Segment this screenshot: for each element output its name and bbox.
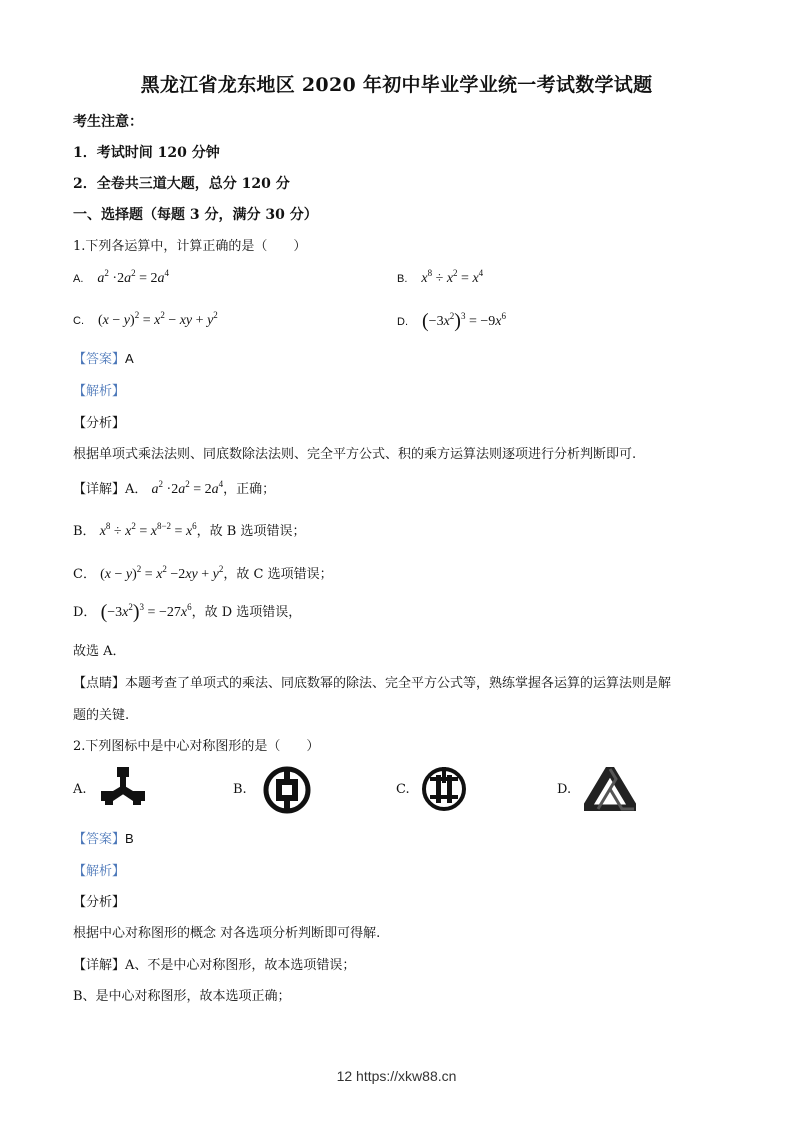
page-title: 黑龙江省龙东地区 2020 年初中毕业学业统一考试数学试题 bbox=[140, 74, 653, 96]
page-footer: 12 https://xkw88.cn bbox=[336, 1068, 457, 1084]
impossible-triangle-icon bbox=[584, 767, 636, 811]
q1-option-a bbox=[73, 268, 169, 287]
q1-fenxi-text: 根据单项式乘法法则、同底数除法法则、完全平方公式、积的乘方运算法则逐项进行分析判断即可. bbox=[73, 447, 637, 462]
q1-detail-a-end: ，正确； bbox=[223, 482, 276, 497]
q2-detail-b: B、是中心对称图形，故本选项正确； bbox=[73, 989, 291, 1004]
q2-option-b-label: B. bbox=[233, 782, 247, 797]
q1-option-a-label: A. bbox=[73, 273, 84, 285]
q2-detail-a: 【详解】A、不是中心对称图形，故本选项错误； bbox=[73, 958, 356, 973]
notice-heading: 考生注意： bbox=[73, 114, 143, 130]
q1-comment-line1: 【点睛】本题考查了单项式的乘法、同底数幂的除法、完全平方公式等，熟练掌握各运算的运算法则是解 bbox=[73, 676, 672, 691]
q2-answer bbox=[73, 828, 134, 847]
q1-detail-tag: 【详解】A． bbox=[73, 482, 148, 497]
section-heading: 一、选择题（每题 3 分，满分 30 分） bbox=[73, 207, 318, 223]
q1-option-d-label: D. bbox=[397, 316, 408, 328]
q1-option-c-label: C. bbox=[73, 315, 84, 327]
notice-item-1: 1．考试时间 120 分钟 bbox=[73, 145, 220, 161]
q1-detail-b bbox=[73, 520, 305, 540]
q1-answer bbox=[73, 348, 134, 367]
q1-stem: 1.下列各运算中，计算正确的是（ ） bbox=[73, 239, 307, 254]
q1-option-b bbox=[397, 268, 484, 287]
q2-option-a-label: A. bbox=[73, 782, 87, 797]
q1-option-b-label: B. bbox=[397, 273, 408, 285]
q1-detail-b-formula: $x^8 \div x^2 = x^{8-2} = x^6$ bbox=[99, 521, 197, 539]
q1-detail-c-end: ，故 C 选项错误； bbox=[223, 567, 333, 582]
q1-detail-d-label: D． bbox=[73, 605, 97, 620]
q1-detail-a bbox=[73, 478, 275, 498]
q2-answer-value: B bbox=[125, 831, 134, 846]
q1-option-c-formula: $(x - y)^2 = x^2$ − xy + $y^2$ bbox=[98, 310, 218, 328]
q1-option-c bbox=[73, 310, 218, 329]
q1-answer-value: A bbox=[125, 351, 134, 366]
q2-option-c-label: C. bbox=[396, 782, 410, 797]
q1-detail-d-formula: $(-3x^2)^3 = -27x^6$ bbox=[100, 601, 192, 623]
tri-wing-logo-icon bbox=[97, 765, 149, 807]
q1-detail-d bbox=[73, 601, 301, 624]
q1-option-a-formula: $a^2 \cdot 2a^2 = 2a^4$ bbox=[97, 268, 169, 286]
q1-answer-tag: 【答案】 bbox=[73, 352, 126, 367]
q1-detail-d-end: ，故 D 选项错误， bbox=[191, 605, 302, 620]
q1-fenxi-tag: 【分析】 bbox=[73, 416, 126, 431]
q1-detail-b-end: ，故 B 选项错误； bbox=[196, 524, 306, 539]
q1-comment-line2: 题的关键. bbox=[73, 708, 130, 723]
q2-option-d-label: D. bbox=[557, 782, 572, 797]
q1-option-b-formula: $x^8 \div x^2 = x^4$ bbox=[421, 268, 484, 286]
q2-answer-tag: 【答案】 bbox=[73, 832, 126, 847]
q2-fenxi-tag: 【分析】 bbox=[73, 895, 126, 910]
bank-logo-icon bbox=[420, 765, 468, 813]
q1-detail-c bbox=[73, 563, 333, 583]
q1-option-d bbox=[397, 310, 506, 333]
q1-option-d-formula: $(-3x^2)^3 = -9x^6$ bbox=[422, 310, 506, 332]
q2-stem: 2.下列图标中是中心对称图形的是（ ） bbox=[73, 739, 320, 754]
q1-detail-c-formula: $(x - y)^2 = x^2 -2xy + y^2$ bbox=[100, 564, 224, 582]
q1-detail-a-formula: $a^2 \cdot 2a^2 = 2a^4$ bbox=[151, 479, 224, 497]
q1-detail-b-label: B． bbox=[73, 524, 96, 539]
notice-item-2: 2．全卷共三道大题，总分 120 分 bbox=[73, 176, 290, 192]
q2-analysis-tag: 【解析】 bbox=[73, 864, 126, 879]
q1-choose: 故选 A． bbox=[73, 644, 126, 659]
q1-analysis-tag: 【解析】 bbox=[73, 384, 126, 399]
coin-logo-icon bbox=[262, 765, 312, 815]
q2-fenxi-text: 根据中心对称图形的概念 对各选项分析判断即可得解. bbox=[73, 926, 381, 941]
q1-detail-c-label: C． bbox=[73, 567, 96, 582]
